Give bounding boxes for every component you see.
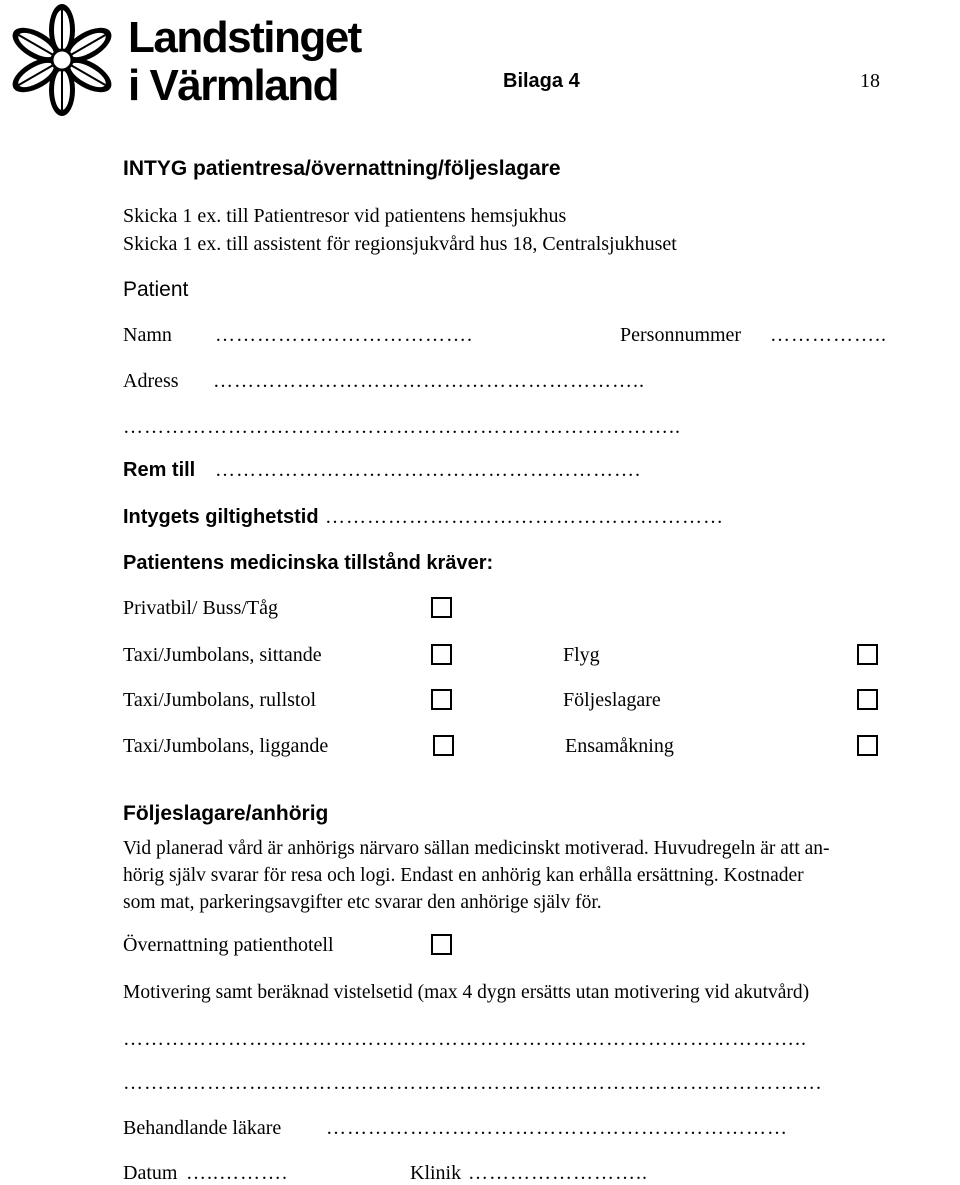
name-field[interactable]: ………………………………. [215, 324, 473, 346]
send-instruction-1: Skicka 1 ex. till Patientresor vid patientens hemsjukhus [123, 205, 567, 227]
medical-requirements-heading: Patientens medicinska tillstånd kräver: [123, 552, 494, 574]
clinic-label: Klinik [410, 1162, 462, 1184]
option-solo-ride-label: Ensamåkning [565, 735, 674, 757]
date-field[interactable]: …..………. [186, 1162, 288, 1184]
validity-field[interactable]: ………………………………………………… [325, 506, 724, 528]
option-companion-checkbox[interactable] [857, 689, 878, 710]
hotel-checkbox[interactable] [431, 934, 452, 955]
date-label: Datum [123, 1162, 178, 1184]
companion-heading: Följeslagare/anhörig [123, 802, 329, 825]
send-instruction-2: Skicka 1 ex. till assistent för regionsjukvård hus 18, Centralsjukhuset [123, 233, 677, 255]
clinic-field[interactable]: …………………….. [468, 1162, 648, 1184]
option-flight-checkbox[interactable] [857, 644, 878, 665]
referral-label: Rem till [123, 459, 196, 481]
option-flight-label: Flyg [563, 644, 600, 666]
option-taxi-wheelchair-label: Taxi/Jumbolans, rullstol [123, 689, 317, 711]
option-taxi-wheelchair-checkbox[interactable] [431, 689, 452, 710]
companion-text-line-3: som mat, parkeringsavgifter etc svarar den anhörige själv för. [123, 892, 602, 913]
svg-text:i Värmland: i Värmland [128, 61, 338, 110]
name-label: Namn [123, 324, 172, 346]
address-label: Adress [123, 370, 179, 392]
option-taxi-lying-checkbox[interactable] [433, 735, 454, 756]
validity-label: Intygets giltighetstid [123, 506, 319, 528]
hotel-label: Övernattning patienthotell [123, 934, 334, 956]
physician-label: Behandlande läkare [123, 1117, 282, 1139]
physician-field[interactable]: ………………………………………………………… [326, 1117, 788, 1139]
option-solo-ride-checkbox[interactable] [857, 735, 878, 756]
option-taxi-lying-label: Taxi/Jumbolans, liggande [123, 735, 329, 757]
svg-text:Landstinget: Landstinget [128, 13, 361, 62]
motivation-field-line2[interactable]: ………………………………………………………………………………………. [123, 1072, 822, 1094]
page-number: 18 [860, 70, 880, 92]
personnummer-field[interactable]: …………….. [770, 324, 887, 346]
address-field[interactable]: …………………………………………………….. [213, 370, 645, 392]
option-private-car-checkbox[interactable] [431, 597, 452, 618]
landstinget-logo [0, 0, 400, 122]
patient-heading: Patient [123, 278, 189, 301]
option-companion-label: Följeslagare [563, 689, 661, 711]
referral-field[interactable]: ……………………………………………………. [215, 459, 641, 481]
companion-text-line-1: Vid planerad vård är anhörigs närvaro sällan medicinskt motiverad. Huvudregeln är att an- [123, 838, 830, 859]
personnummer-label: Personnummer [620, 324, 742, 346]
option-taxi-sitting-checkbox[interactable] [431, 644, 452, 665]
appendix-label: Bilaga 4 [503, 70, 580, 92]
form-title: INTYG patientresa/övernattning/följeslagare [123, 157, 561, 180]
flower-emblem-icon [7, 4, 117, 116]
address-field-line2[interactable]: …………………………………………………………………….. [123, 416, 681, 438]
motivation-label: Motivering samt beräknad vistelsetid (max 4 dygn ersätts utan motivering vid akutvård) [123, 982, 810, 1003]
motivation-field-line1[interactable]: …………………………………………………………………………………….. [123, 1028, 807, 1050]
option-taxi-sitting-label: Taxi/Jumbolans, sittande [123, 644, 322, 666]
companion-text-line-2: hörig själv svarar för resa och logi. Endast en anhörig kan erhålla ersättning. Kostnader [123, 865, 804, 886]
option-private-car-label: Privatbil/ Buss/Tåg [123, 597, 278, 619]
